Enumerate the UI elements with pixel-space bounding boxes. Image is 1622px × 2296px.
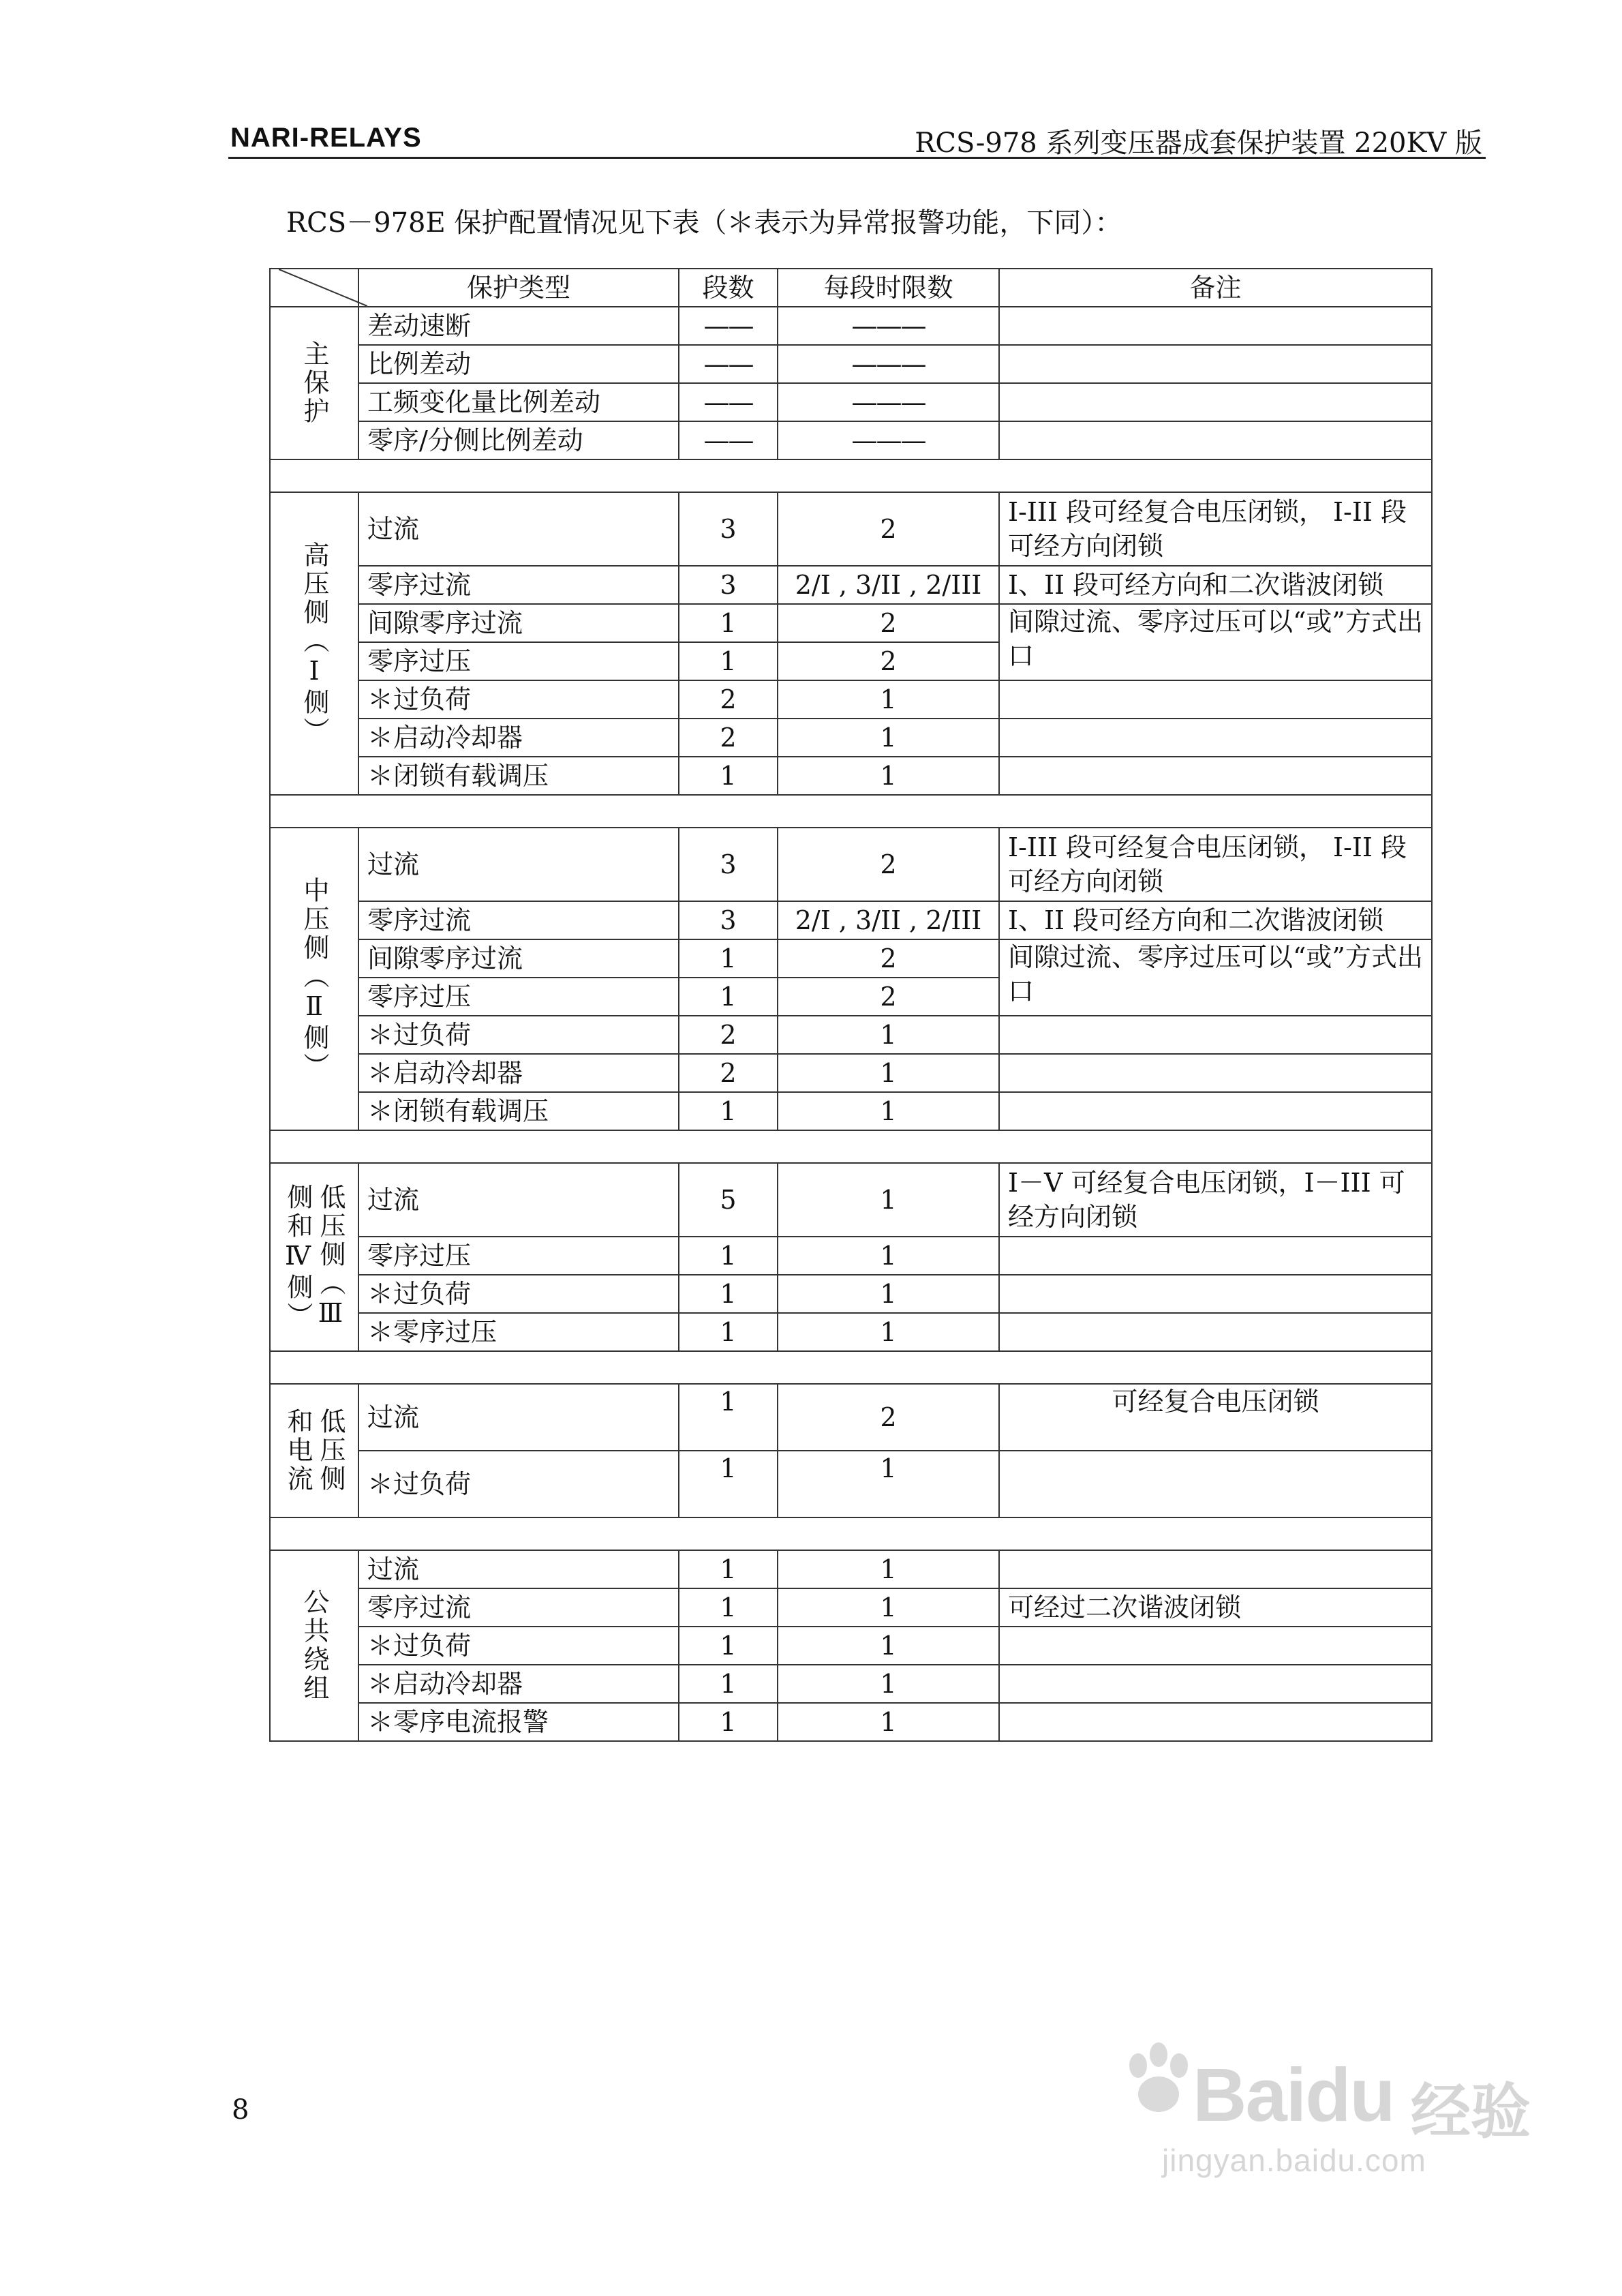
table-row (270, 719, 1432, 757)
section-label-low: 低压侧（Ⅲ 侧和Ⅳ侧） (270, 1163, 358, 1351)
cell-segments: 5 (679, 1163, 778, 1237)
cell-segments: 3 (679, 566, 778, 604)
cell-times: 1 (778, 1703, 999, 1741)
cell-segments: 1 (679, 1237, 778, 1275)
section-label-high: 高压侧（Ⅰ侧） (270, 492, 358, 795)
table-row (270, 1451, 1432, 1517)
table-row (270, 492, 1432, 566)
cell-times: 1 (778, 1588, 999, 1627)
table-row (270, 566, 1432, 604)
table-row (270, 901, 1432, 939)
cell-remark: 间隙过流、零序过压可以“或”方式出口 (999, 604, 1432, 680)
cell-remark: I、II 段可经方向和二次谐波闭锁 (999, 901, 1432, 939)
cell-times: 1 (778, 1054, 999, 1092)
cell-remark: 间隙过流、零序过压可以“或”方式出口 (999, 939, 1432, 1016)
cell-type: ＊过负荷 (358, 680, 679, 719)
cell-remark: I-III 段可经复合电压闭锁， I-II 段可经方向闭锁 (999, 828, 1432, 901)
cell-remark (999, 383, 1432, 421)
cell-type: ＊零序电流报警 (358, 1703, 679, 1741)
spacer-row (270, 1130, 1432, 1163)
cell-segments: 1 (679, 1665, 778, 1703)
cell-times: 1 (778, 1237, 999, 1275)
cell-type: 差动速断 (358, 307, 679, 345)
section-label-common: 公共绕组 (270, 1550, 358, 1741)
cell-type: 零序过压 (358, 1237, 679, 1275)
cell-type: ＊闭锁有载调压 (358, 1092, 679, 1130)
cell-times: 2 (778, 492, 999, 566)
header-brand: NARI-RELAYS (230, 123, 422, 153)
header-title: RCS-978 系列变压器成套保护装置 220KV 版 (915, 127, 1482, 159)
table-row (270, 1092, 1432, 1130)
cell-remark (999, 1054, 1432, 1092)
cell-times: 2 (778, 939, 999, 978)
cell-segments: 1 (679, 1703, 778, 1741)
cell-type: ＊过负荷 (358, 1451, 679, 1517)
cell-type: ＊启动冷却器 (358, 1054, 679, 1092)
cell-segments: 2 (679, 1054, 778, 1092)
cell-segments: 1 (679, 1384, 778, 1451)
cell-times: 1 (778, 1313, 999, 1351)
table-row (270, 1016, 1432, 1054)
intro-text: RCS－978E 保护配置情况见下表（＊表示为异常报警功能，下同）： (286, 207, 1122, 239)
cell-times: 1 (778, 1275, 999, 1313)
header-time-limits: 每段时限数 (778, 269, 999, 307)
cell-type: 零序/分侧比例差动 (358, 421, 679, 459)
cell-segments: —— (679, 421, 778, 459)
cell-remark: 可经过二次谐波闭锁 (999, 1588, 1432, 1627)
cell-segments: —— (679, 307, 778, 345)
table-row (270, 1550, 1432, 1588)
paw-icon (1118, 2040, 1199, 2121)
table-row (270, 1163, 1432, 1237)
cell-remark (999, 307, 1432, 345)
cell-segments: 1 (679, 1275, 778, 1313)
section-label-lowcur: 低压侧 和电流 (270, 1384, 358, 1517)
cell-remark (999, 1313, 1432, 1351)
cell-remark (999, 1451, 1432, 1517)
spacer-row (270, 1351, 1432, 1384)
spacer-row (270, 795, 1432, 828)
cell-segments: 2 (679, 719, 778, 757)
watermark-product: 经验 (1411, 2076, 1531, 2147)
table-row (270, 1703, 1432, 1741)
cell-remark (999, 1237, 1432, 1275)
cell-type: 过流 (358, 492, 679, 566)
section-label-mid: 中压侧（Ⅱ侧） (270, 828, 358, 1130)
cell-remark (999, 421, 1432, 459)
table-row (270, 680, 1432, 719)
cell-type: ＊过负荷 (358, 1627, 679, 1665)
cell-times: ——— (778, 383, 999, 421)
cell-times: 1 (778, 1550, 999, 1588)
table-row (270, 307, 1432, 345)
cell-times: 1 (778, 1451, 999, 1517)
table-header-row (270, 269, 1432, 307)
cell-remark (999, 345, 1432, 383)
cell-times: 2 (778, 604, 999, 642)
cell-type: 过流 (358, 1384, 679, 1451)
watermark-brand: Baidu (1193, 2053, 1394, 2137)
cell-type: 间隙零序过流 (358, 604, 679, 642)
cell-remark (999, 757, 1432, 795)
cell-segments: —— (679, 345, 778, 383)
cell-times: 1 (778, 719, 999, 757)
protection-config-table (269, 268, 1433, 1742)
cell-segments: 1 (679, 1588, 778, 1627)
cell-segments: 1 (679, 1092, 778, 1130)
cell-type: ＊零序过压 (358, 1313, 679, 1351)
table-row (270, 1237, 1432, 1275)
cell-type: ＊启动冷却器 (358, 1665, 679, 1703)
cell-remark: 可经复合电压闭锁 (999, 1384, 1432, 1451)
cell-times: 2 (778, 828, 999, 901)
cell-segments: 1 (679, 978, 778, 1016)
cell-remark (999, 1016, 1432, 1054)
cell-times: 2/I , 3/II , 2/III (778, 901, 999, 939)
cell-remark (999, 1092, 1432, 1130)
cell-times: ——— (778, 421, 999, 459)
cell-remark (999, 1703, 1432, 1741)
cell-type: 过流 (358, 828, 679, 901)
cell-remark (999, 680, 1432, 719)
cell-times: 1 (778, 680, 999, 719)
table-row (270, 1384, 1432, 1451)
table-row (270, 757, 1432, 795)
baidu-watermark (1118, 2045, 1540, 2181)
cell-type: ＊过负荷 (358, 1016, 679, 1054)
cell-type: 零序过流 (358, 566, 679, 604)
header-rule (228, 157, 1486, 159)
header-remark: 备注 (999, 269, 1432, 307)
cell-type: 过流 (358, 1163, 679, 1237)
table-row (270, 828, 1432, 901)
cell-type: ＊闭锁有载调压 (358, 757, 679, 795)
cell-times: 1 (778, 1665, 999, 1703)
page-number: 8 (232, 2094, 249, 2126)
cell-segments: 3 (679, 492, 778, 566)
table-row (270, 421, 1432, 459)
cell-segments: 1 (679, 757, 778, 795)
cell-remark (999, 1665, 1432, 1703)
table-row (270, 345, 1432, 383)
cell-segments: 1 (679, 939, 778, 978)
cell-type: 过流 (358, 1550, 679, 1588)
cell-times: 2 (778, 978, 999, 1016)
cell-segments: 1 (679, 1313, 778, 1351)
cell-times: 1 (778, 1627, 999, 1665)
cell-remark (999, 1275, 1432, 1313)
cell-times: ——— (778, 307, 999, 345)
cell-times: 2 (778, 1384, 999, 1451)
table-row (270, 939, 1432, 978)
cell-times: 2 (778, 642, 999, 680)
cell-segments: 2 (679, 1016, 778, 1054)
cell-segments: 1 (679, 1451, 778, 1517)
cell-type: 零序过流 (358, 1588, 679, 1627)
table-row (270, 1588, 1432, 1627)
cell-remark (999, 719, 1432, 757)
cell-segments: 3 (679, 828, 778, 901)
cell-remark (999, 1550, 1432, 1588)
cell-remark: I、II 段可经方向和二次谐波闭锁 (999, 566, 1432, 604)
cell-type: 工频变化量比例差动 (358, 383, 679, 421)
cell-type: ＊启动冷却器 (358, 719, 679, 757)
cell-type: 比例差动 (358, 345, 679, 383)
table-row (270, 1665, 1432, 1703)
cell-times: ——— (778, 345, 999, 383)
table-row (270, 383, 1432, 421)
cell-times: 2/I , 3/II , 2/III (778, 566, 999, 604)
cell-segments: 2 (679, 680, 778, 719)
cell-segments: 1 (679, 642, 778, 680)
cell-remark: I－V 可经复合电压闭锁，I－III 可经方向闭锁 (999, 1163, 1432, 1237)
watermark-url: jingyan.baidu.com (1162, 2143, 1426, 2178)
cell-times: 1 (778, 1016, 999, 1054)
cell-segments: 1 (679, 1550, 778, 1588)
cell-type: 间隙零序过流 (358, 939, 679, 978)
table-row (270, 1313, 1432, 1351)
header-type: 保护类型 (358, 269, 679, 307)
cell-remark: I-III 段可经复合电压闭锁， I-II 段可经方向闭锁 (999, 492, 1432, 566)
cell-segments: —— (679, 383, 778, 421)
header-segments: 段数 (679, 269, 778, 307)
header-diagonal-cell (270, 269, 358, 307)
cell-segments: 1 (679, 1627, 778, 1665)
cell-type: 零序过压 (358, 642, 679, 680)
cell-segments: 3 (679, 901, 778, 939)
cell-segments: 1 (679, 604, 778, 642)
table-row (270, 1627, 1432, 1665)
spacer-row (270, 459, 1432, 492)
table-row (270, 1054, 1432, 1092)
cell-times: 1 (778, 757, 999, 795)
cell-times: 1 (778, 1092, 999, 1130)
table-row (270, 1275, 1432, 1313)
cell-remark (999, 1627, 1432, 1665)
section-label-main: 主保护 (270, 307, 358, 459)
table-row (270, 604, 1432, 642)
cell-type: ＊过负荷 (358, 1275, 679, 1313)
cell-type: 零序过流 (358, 901, 679, 939)
spacer-row (270, 1517, 1432, 1550)
cell-times: 1 (778, 1163, 999, 1237)
cell-type: 零序过压 (358, 978, 679, 1016)
